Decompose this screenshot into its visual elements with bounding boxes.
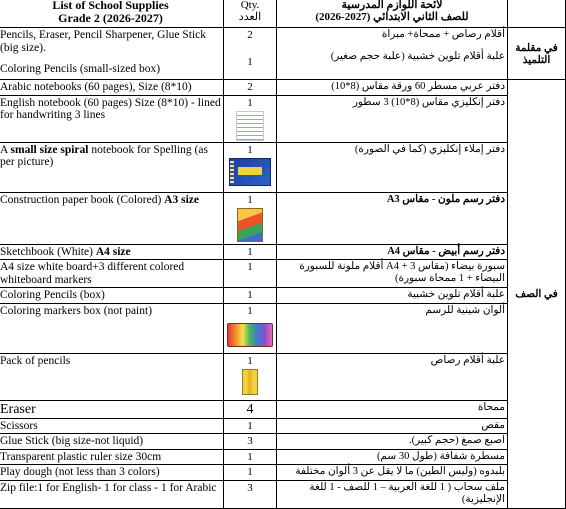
header-arabic-grade: للصف الثاني الابتدائي (2027-2026) xyxy=(315,11,469,23)
item-name-bold: A3 size xyxy=(164,193,199,206)
pencil-pack-icon xyxy=(242,369,258,395)
table-row xyxy=(0,465,566,481)
lined-notebook-icon xyxy=(236,111,264,141)
table-row xyxy=(0,260,566,288)
item-qty: 3 xyxy=(224,480,277,508)
item-name: Coloring Pencils (small-sized box) xyxy=(0,63,161,75)
header-location xyxy=(508,0,566,28)
item-qty: 1 xyxy=(247,354,253,367)
item-name: Coloring markers box (not paint) xyxy=(0,303,224,353)
item-name: Eraser xyxy=(0,400,224,418)
row-qty xyxy=(224,192,277,244)
item-name: Play dough (not less than 3 colors) xyxy=(0,465,224,481)
table-row xyxy=(0,449,566,465)
table-row xyxy=(0,418,566,434)
item-name-ar: سبورة بيضاء (مقاس A4 + 3 أقلام ملونة للسبورة البيضاء + 1 ممحاة سبورة) xyxy=(277,260,508,288)
item-qty: 1 xyxy=(247,193,253,206)
location-label: في مقلمة xyxy=(515,42,558,54)
header-english xyxy=(0,0,224,28)
location-label: التلميذ xyxy=(522,54,551,66)
location-pupil-bag xyxy=(508,28,566,80)
item-name-ar: مسطرة شفافة (طول 30 سم) xyxy=(277,449,508,465)
item-name-ar: علبة أقلام تلوين خشبية xyxy=(277,288,508,304)
item-qty: 1 xyxy=(247,143,253,156)
row-ar xyxy=(277,28,508,80)
item-name-bold: A4 size xyxy=(95,245,131,258)
item-name: A4 size white board+3 different colored whiteboard markers xyxy=(0,260,224,288)
table-row xyxy=(0,80,566,96)
item-qty: 1 xyxy=(247,96,253,109)
table-row xyxy=(0,95,566,142)
table-row xyxy=(0,244,566,260)
item-name-part: Sketchbook (White) xyxy=(0,245,96,258)
item-qty: 1 xyxy=(224,244,277,260)
item-qty: 1 xyxy=(224,449,277,465)
header-arabic-title: لائحة اللوازم المدرسية xyxy=(341,0,443,11)
header-grade: Grade 2 (2026-2027) xyxy=(58,11,163,25)
table-header xyxy=(0,0,566,28)
item-name-ar: علبة أقلام رصاص xyxy=(277,353,508,400)
item-qty: 2 xyxy=(224,80,277,96)
row-en xyxy=(0,28,224,80)
row-qty xyxy=(224,353,277,400)
table-row xyxy=(0,353,566,400)
item-name-part: A xyxy=(0,143,11,156)
item-name-bold: small size spiral xyxy=(10,143,89,156)
item-name: Pack of pencils xyxy=(0,353,224,400)
header-qty-ar: العدد xyxy=(238,11,262,23)
item-name-ar: دفتر إنكليزي مقاس (8*10) 3 سطور xyxy=(277,95,508,142)
item-name-ar: دفتر رسم أبيض - مقاس A4 xyxy=(277,244,508,260)
row-qty xyxy=(224,142,277,192)
item-name xyxy=(0,142,224,192)
item-name: Zip file:1 for English- 1 for class - 1 for Arabic xyxy=(0,480,224,508)
item-qty: 1 xyxy=(224,288,277,304)
item-qty: 1 xyxy=(224,465,277,481)
table-row xyxy=(0,303,566,353)
spiral-notebook-icon xyxy=(229,158,271,186)
header-qty xyxy=(224,0,277,28)
item-name-ar: ألوان شينية للرسم xyxy=(277,303,508,353)
item-name-ar: ملف سحاب ( 1 للغة العربية – 1 للصف - 1 للغة الإنجليزية) xyxy=(277,480,508,508)
table-row xyxy=(0,400,566,418)
item-name-part: Construction paper book (Colored) xyxy=(0,193,165,206)
item-qty: 2 xyxy=(247,29,253,41)
item-name: Glue Stick (big size-not liquid) xyxy=(0,434,224,450)
item-name xyxy=(0,244,224,260)
item-name: Coloring Pencils (box) xyxy=(0,288,224,304)
table-row xyxy=(0,192,566,244)
location-label: في الصف xyxy=(515,288,558,300)
item-name-ar: أقلام رصاص + ممحاة+ مبراة xyxy=(381,29,505,40)
item-name: Transparent plastic ruler size 30cm xyxy=(0,449,224,465)
table-row xyxy=(0,288,566,304)
item-name: Pencils, Eraser, Pencil Sharpener, Glue Stick (big size). xyxy=(0,29,207,54)
item-name-part: notebook for Spelling (as per picture) xyxy=(0,143,208,168)
item-name-ar: علبة أقلام تلوين خشبية (علبة حجم صغير) xyxy=(330,51,505,62)
item-qty: 1 xyxy=(224,418,277,434)
item-name-ar: بلبدوه (وليس الطين) ما لا يقل عن 3 ألوان مختلفة xyxy=(277,465,508,481)
item-name: Arabic notebooks (60 pages), Size (8*10) xyxy=(0,80,224,96)
table-row xyxy=(0,434,566,450)
marker-box-icon xyxy=(227,323,273,347)
item-name-ar: دفتر عربي مسطر 60 ورقة مقاس (8*10) xyxy=(277,80,508,96)
row-qty xyxy=(224,28,277,80)
table-row xyxy=(0,28,566,80)
item-qty: 1 xyxy=(247,56,253,68)
item-qty: 4 xyxy=(224,400,277,418)
header-qty-en: Qty. xyxy=(240,0,260,11)
row-qty xyxy=(224,95,277,142)
header-title: List of School Supplies xyxy=(52,0,169,12)
item-name-ar: ممحاة xyxy=(277,400,508,418)
item-name-ar: مقص xyxy=(277,418,508,434)
item-name: Scissors xyxy=(0,418,224,434)
item-name-ar: دفتر رسم ملون - مقاس A3 xyxy=(277,192,508,244)
item-qty: 3 xyxy=(224,434,277,450)
item-qty: 1 xyxy=(224,260,277,288)
table-row xyxy=(0,480,566,508)
header-arabic xyxy=(277,0,508,28)
location-classroom xyxy=(508,80,566,509)
item-name xyxy=(0,192,224,244)
item-name-ar: دفتر إملاء إنكليزي (كما في الصورة) xyxy=(277,142,508,192)
row-qty xyxy=(224,303,277,353)
item-name: English notebook (60 pages) Size (8*10) - lined for handwriting 3 lines xyxy=(0,95,224,142)
construction-paper-icon xyxy=(237,208,263,242)
item-qty: 1 xyxy=(247,304,253,317)
table-row xyxy=(0,142,566,192)
item-name-ar: اصبع صمغ (حجم كبير). xyxy=(277,434,508,450)
